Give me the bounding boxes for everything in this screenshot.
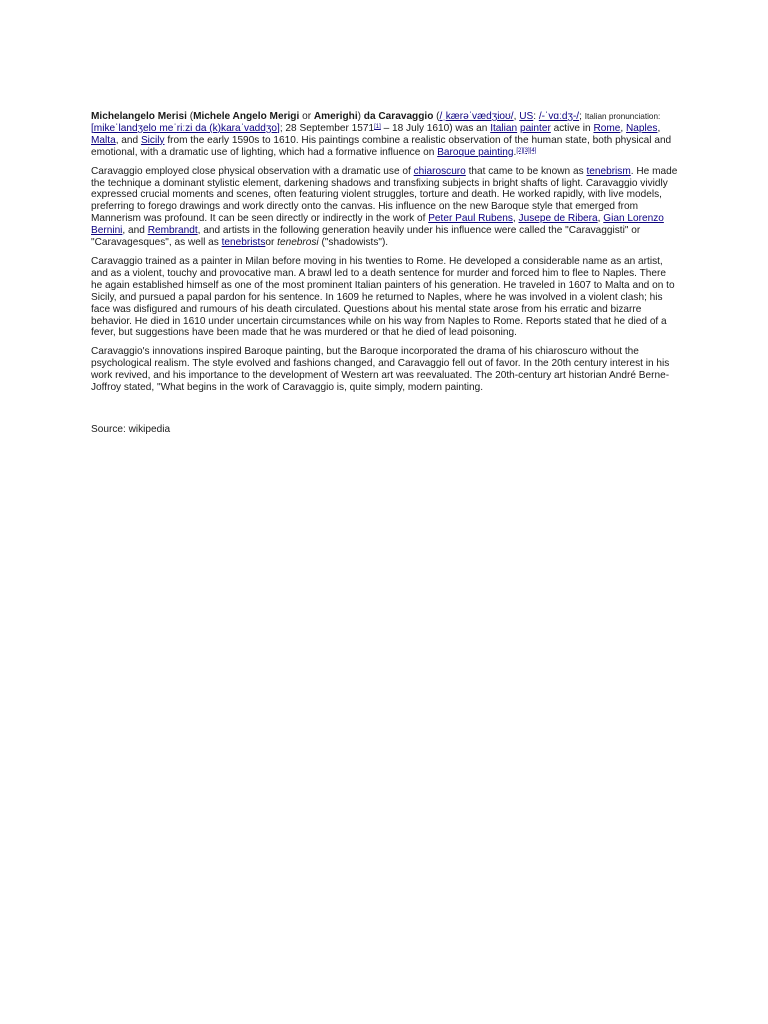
intro-paragraph: Michelangelo Merisi (Michele Angelo Merigi or Amerighi) da Caravaggio (/ˌkærəˈvædʒioʊ/, US: /-ˈvɑːdʒ-/; Italian pronunciation: [mikeˈlandʒelo meˈriːzi da (k)karaˈvaddʒo]; 28 September 1571[1] – 18 July 1610) was an Italian painter active in Rome, Naples, Malta, and Sicily from the early 1590s to 1610. His paintings combine a realistic observation of the human state, both physical and emotional, with a dramatic use of lighting, which had a formative influence on Baroque painting.[2][3][4] xyxy=(91,111,672,158)
link-rubens[interactable]: Peter Paul Rubens xyxy=(428,213,513,225)
reference-link-1[interactable]: [1] xyxy=(374,123,381,130)
ipa-english-link[interactable]: /ˌkærəˈvædʒioʊ/ xyxy=(439,111,514,122)
reference-link-2-3-4[interactable]: [2][3][4] xyxy=(516,147,537,154)
link-chiaroscuro[interactable]: chiaroscuro xyxy=(413,165,466,177)
legacy-paragraph: Caravaggio's innovations inspired Baroque painting, but the Baroque incorporated the drama of his chiaroscuro without the psychological realism. The style evolved and fashions changed, and Caravaggio fell out of favor. In the 20th century interest in his work revived, and his importance to the development of Western art was reevaluated. The 20th-century art historian André Berne-Joffroy stated, "What begins in the work of Caravaggio is, quite simply, modern painting. xyxy=(91,346,670,394)
link-bernini[interactable]: Gian Lorenzo Bernini xyxy=(91,213,664,237)
link-malta[interactable]: Malta xyxy=(91,134,116,146)
link-rome[interactable]: Rome xyxy=(593,122,621,134)
biography-paragraph: Caravaggio trained as a painter in Milan before moving in his twenties to Rome. He developed a considerable name as an artist, and as a violent, touchy and provocative man. A brawl led to a death sentence for murder and forced him to flee to Naples. There he again established himself as one of the most prominent Italian painters of his generation. He traveled in 1607 to Malta and on to Sicily, and pursued a papal pardon for his sentence. In 1609 he returned to Naples, where he was involved in a violent clash; his face was disfigured and rumours of his death circulated. Questions about his mental state arose from his erratic and bizarre behavior. He died in 1610 under uncertain circumstances while on his way from Naples to Rome. Reports stated that he died of a fever, but suggestions have been made that he was murdered or that he died of lead poisoning. xyxy=(91,255,675,339)
name-full: Michelangelo Merisi xyxy=(91,111,187,122)
us-link[interactable]: US xyxy=(519,111,534,122)
name-alt: Michele Angelo Merigi xyxy=(193,111,300,122)
link-rembrandt[interactable]: Rembrandt xyxy=(147,225,198,237)
italian-pronunciation-label: Italian pronunciation: xyxy=(584,112,661,121)
link-baroque-painting[interactable]: Baroque painting xyxy=(437,146,514,158)
link-italian[interactable]: Italian xyxy=(490,122,518,134)
ipa-italian-link[interactable]: [mikeˈlandʒelo meˈriːzi da (k)karaˈvaddʒo] xyxy=(91,122,280,134)
ipa-us-link[interactable]: /-ˈvɑːdʒ-/ xyxy=(538,111,580,122)
name-da-caravaggio: da Caravaggio xyxy=(363,111,434,122)
tenebrosi-term: tenebrosi xyxy=(277,237,319,249)
link-ribera[interactable]: Jusepe de Ribera xyxy=(518,213,598,225)
technique-paragraph: Caravaggio employed close physical observation with a dramatic use of chiaroscuro that came to be known as tenebrism. He made the technique a dominant stylistic element, darkening shadows and transfixing subjects in bright shafts of light. Caravaggio vividly expressed crucial moments and scenes, often featuring violent struggles, torture and death. He worked rapidly, with live models, preferring to forego drawings and work directly onto the canvas. His influence on the new Baroque style that emerged from Mannerism was profound. It can be seen directly or indirectly in the work of Peter Paul Rubens, Jusepe de Ribera, Gian Lorenzo Bernini, and Rembrandt, and artists in the following generation heavily under his influence were called the "Caravaggisti" or "Caravagesques", as well as tenebristsor tenebrosi ("shadowists"). xyxy=(91,165,678,249)
link-naples[interactable]: Naples xyxy=(626,122,658,134)
link-painter[interactable]: painter xyxy=(519,122,551,134)
source-note: Source: wikipedia xyxy=(91,423,171,435)
link-tenebrism[interactable]: tenebrism xyxy=(586,165,631,177)
link-sicily[interactable]: Sicily xyxy=(140,134,165,146)
name-alt2: Amerighi xyxy=(313,111,358,122)
link-tenebrists[interactable]: tenebrists xyxy=(221,237,266,249)
document-page xyxy=(91,111,679,443)
